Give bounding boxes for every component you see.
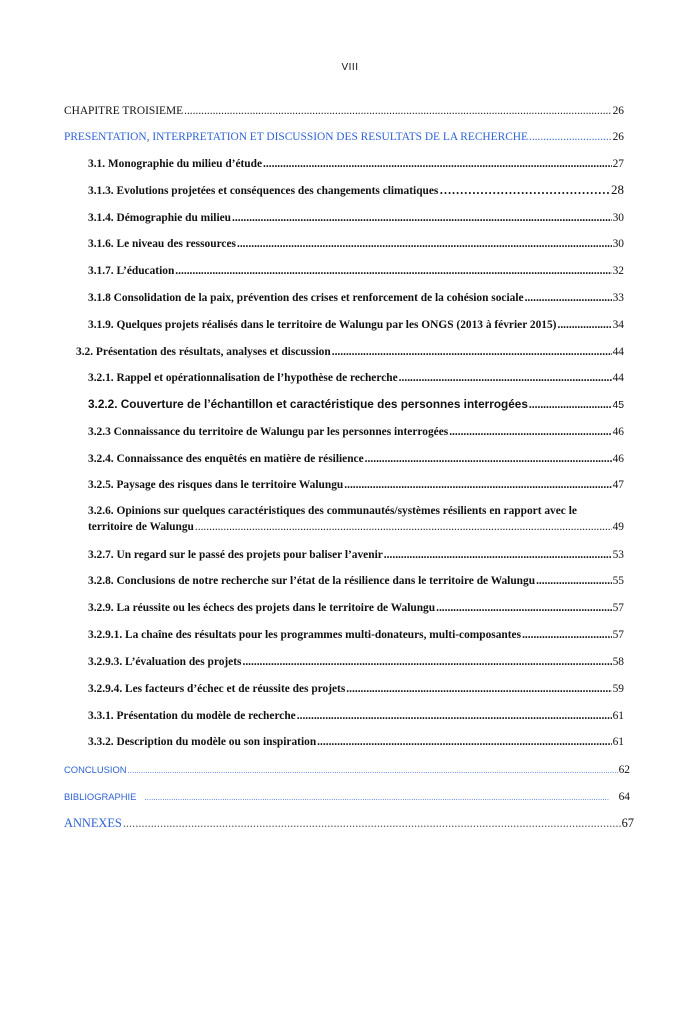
dot-leader	[237, 237, 612, 251]
page-number: VIII	[341, 62, 359, 73]
toc-entry-3-2-9-4[interactable]	[88, 682, 624, 696]
toc-entry-3-2-1[interactable]	[88, 371, 624, 385]
toc-entry-label: ANNEXES	[64, 816, 122, 830]
toc-entry-page: 27	[612, 158, 624, 170]
toc-entry-3-2-2[interactable]	[88, 397, 624, 413]
toc-entry-page: 46	[612, 453, 624, 465]
toc-entry-page: 57	[612, 629, 624, 641]
dot-leader	[195, 519, 612, 535]
dot-leader	[232, 211, 612, 225]
toc-entry-label: 3.1.9. Quelques projets réalisés dans le territoire de Walungu par les ONGS (2013 à février 2015)	[88, 319, 557, 331]
toc-entry-chapitre-troisieme[interactable]	[64, 104, 624, 118]
toc-entry-3-2-9-1[interactable]	[88, 628, 624, 642]
toc-entry-3-1-8[interactable]	[88, 291, 624, 305]
toc-entry-label: CHAPITRE TROISIEME	[64, 105, 184, 117]
toc-entry-3-2-7[interactable]	[88, 548, 624, 562]
dot-leader	[439, 183, 610, 197]
toc-entry-label: BIBLIOGRAPHIE	[64, 791, 137, 802]
toc-entry-3-3-1[interactable]	[88, 709, 624, 723]
toc-entry-page: 64	[618, 791, 630, 803]
dot-leader	[399, 371, 612, 385]
toc-entry-page: 47	[612, 479, 624, 491]
toc-entry-page: 33	[612, 292, 624, 304]
toc-entry-label: 3.1.6. Le niveau des ressources	[88, 238, 236, 250]
toc-entry-page: 46	[612, 426, 624, 438]
toc-entry-conclusion[interactable]	[64, 763, 630, 778]
toc-entry-3-1[interactable]	[88, 157, 624, 171]
toc-entry-label-line1: 3.2.6. Opinions sur quelques caractéristiques des communautés/systèmes résilients en rapport avec le	[88, 505, 577, 517]
toc-entry-3-2-5[interactable]	[88, 478, 624, 492]
toc-entry-page: 49	[612, 521, 624, 533]
toc-entry-3-2-9[interactable]	[88, 601, 624, 615]
toc-entry-3-2[interactable]	[76, 345, 624, 359]
toc-entry-label: 3.2.9.3. L’évaluation des projets	[88, 656, 242, 668]
toc-entry-3-1-9[interactable]	[88, 318, 624, 332]
toc-entry-3-1-6[interactable]	[88, 237, 624, 251]
toc-entry-page: 34	[612, 319, 624, 331]
toc-entry-3-1-3[interactable]	[88, 183, 624, 198]
toc-entry-label: 3.2. Présentation des résultats, analyses et discussion	[76, 346, 331, 358]
toc-entry-label: 3.3.1. Présentation du modèle de recherche	[88, 710, 296, 722]
toc-entry-label: PRESENTATION, INTERPRETATION ET DISCUSSION DES RESULTATS DE LA RECHERCHE	[64, 131, 528, 143]
toc-entry-page: 59	[612, 683, 624, 695]
toc-entry-page: 53	[612, 549, 624, 561]
toc-entry-page: 55	[612, 575, 624, 587]
toc-entry-label: 3.1.8 Consolidation de la paix, prévention des crises et renforcement de la cohésion sociale	[88, 292, 524, 304]
toc-entry-label: 3.2.9.4. Les facteurs d’échec et de réussite des projets	[88, 683, 346, 695]
dot-leader	[436, 601, 612, 615]
toc-entry-page: 57	[612, 602, 624, 614]
toc-entry-label-line2: territoire de Walungu	[88, 521, 194, 533]
toc-entry-page: 30	[612, 212, 624, 224]
toc-entry-3-2-3[interactable]	[88, 425, 624, 439]
dot-leader	[384, 548, 612, 562]
toc-entry-presentation-heading[interactable]	[64, 130, 624, 144]
dot-leader	[365, 452, 612, 466]
dot-leader	[529, 130, 612, 144]
dot-leader	[123, 816, 621, 830]
toc-entry-3-2-6[interactable]	[88, 503, 624, 535]
dot-leader	[557, 318, 611, 332]
dot-leader	[529, 398, 612, 412]
dot-leader	[263, 157, 612, 171]
toc-entry-page: 44	[612, 372, 624, 384]
toc-entry-3-1-4[interactable]	[88, 211, 624, 225]
toc-entry-page: 62	[618, 764, 630, 776]
dot-leader	[449, 425, 611, 439]
toc-entry-3-2-4[interactable]	[88, 452, 624, 466]
dot-leader	[242, 655, 611, 669]
toc-entry-annexes[interactable]	[64, 816, 634, 830]
toc-entry-label: 3.1. Monographie du milieu d’étude	[88, 158, 263, 170]
toc-entry-page: 44	[612, 346, 624, 358]
toc-entry-label: 3.1.4. Démographie du milieu	[88, 212, 232, 224]
toc-entry-label: 3.2.9. La réussite ou les échecs des projets dans le territoire de Walungu	[88, 602, 436, 614]
toc-entry-3-1-7[interactable]	[88, 264, 624, 278]
toc-entry-label: 3.2.9.1. La chaîne des résultats pour les programmes multi-donateurs, multi-composantes	[88, 629, 522, 641]
dot-leader	[344, 478, 611, 492]
dot-leader	[297, 709, 612, 723]
dot-leader	[536, 574, 612, 588]
dot-leader	[184, 104, 612, 118]
dot-leader	[144, 791, 608, 805]
dot-leader	[128, 764, 618, 778]
dot-leader	[522, 628, 612, 642]
toc-entry-bibliographie[interactable]	[64, 790, 630, 805]
toc-entry-3-2-9-3[interactable]	[88, 655, 624, 669]
toc-entry-3-2-8[interactable]	[88, 574, 624, 588]
toc-entry-3-3-2[interactable]	[88, 735, 624, 749]
toc-entry-page: 67	[621, 816, 634, 830]
toc-entry-label: 3.2.3 Connaissance du territoire de Walungu par les personnes interrogées	[88, 426, 449, 438]
toc-entry-label: 3.2.1. Rappel et opérationnalisation de l’hypothèse de recherche	[88, 372, 398, 384]
toc-entry-label: 3.2.5. Paysage des risques dans le territoire Walungu	[88, 479, 344, 491]
toc-entry-page: 61	[612, 710, 624, 722]
toc-entry-label: 3.3.2. Description du modèle ou son inspiration	[88, 736, 317, 748]
toc-entry-label: 3.2.7. Un regard sur le passé des projets pour baliser l’avenir	[88, 549, 383, 561]
toc-entry-page: 61	[612, 736, 624, 748]
toc-entry-label: 3.2.8. Conclusions de notre recherche sur l’état de la résilience dans le territoire de Walungu	[88, 575, 536, 587]
toc-entry-page: 26	[612, 131, 624, 143]
toc-entry-page: 58	[612, 656, 624, 668]
toc-entry-page: 45	[612, 400, 624, 411]
toc-entry-label: 3.2.2. Couverture de l’échantillon et caractéristique des personnes interrogées	[88, 397, 528, 411]
toc-entry-page: 26	[612, 105, 624, 117]
toc-entry-label: 3.1.3. Evolutions projetées et conséquences des changements climatiques	[88, 185, 439, 197]
toc-entry-page: 32	[612, 265, 624, 277]
toc-entry-label: 3.1.7. L’éducation	[88, 265, 175, 277]
dot-leader	[346, 682, 611, 696]
toc-entry-page: 30	[612, 238, 624, 250]
toc-entry-label: 3.2.4. Connaissance des enquêtés en matière de résilience	[88, 453, 364, 465]
dot-leader	[332, 345, 612, 359]
dot-leader	[317, 735, 611, 749]
toc-entry-label: CONCLUSION	[64, 764, 127, 775]
dot-leader	[525, 291, 612, 305]
toc-entry-page: 28	[611, 182, 624, 197]
dot-leader	[175, 264, 611, 278]
